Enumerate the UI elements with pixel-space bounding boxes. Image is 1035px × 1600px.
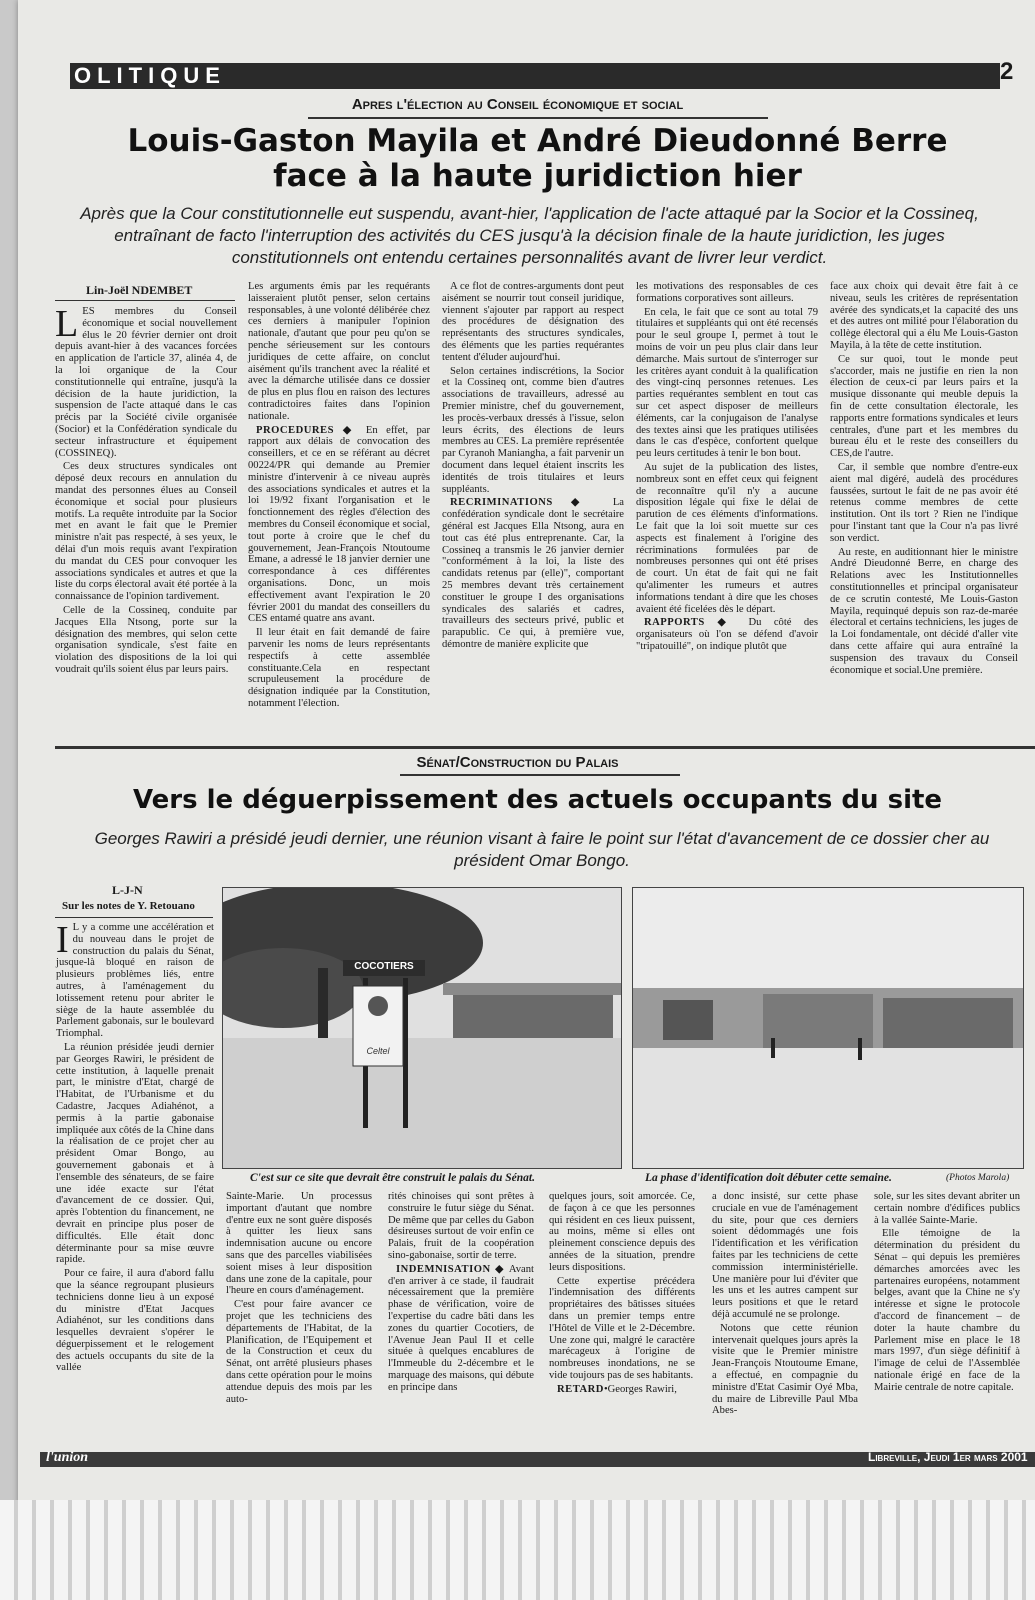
section-title: OLITIQUE — [74, 63, 226, 88]
paragraph: La réunion présidée jeudi dernier par Georges Rawiri, le président de cette institution, à laquelle prenait part, le ministre d'Etat, chargé de l'Habitat, de l'Urbanisme et du Cadastre, Jacques Adiahénot, a permis à la partie gabonaise impliquée aux côtés de la Chine dans la réalisation de ce projet cher au président Omar Bongo, au gouvernement gabonais et à l'ensemble des sénateurs, de se faire une idée exacte sur l'état d'avancement de ce dossier. Qui, après l'obtention du financement, ne devrait en principe plus poser de difficultés. Elle était donc déterminante pour sa mise œuvre rapide. — [56, 1041, 214, 1266]
paragraph: Selon certaines indiscrétions, la Socior et la Cossineq ont, comme bien d'autres associations de travailleurs, adressé au Premier ministre, chef du gouvernement, les procès-verbaux dressés à l'issue, selon leurs écrits, des élections de leurs membres au CES. La première représentée par Cyranoh Maniangha, a fait parvenir un document dans lequel étaient inscrits les identités de trois titulaires et leurs suppléants. — [442, 365, 624, 495]
article1-col4 — [636, 281, 818, 655]
paragraph: La confédération syndicale dont le secrétaire général est Jacques Ella Ntsong, aura en tout cas été plus entreprenante. Car, la Cossineq a transmis le 26 janvier dernier "conformément à la loi, la liste des candidats retenus par (elle)", comportant 25 membres devant très certainement constituer le groupe I des organisations syndicales des salariés et cadres, travailleurs des secteurs privé, public et parapublic. Ce qui, à première vue, démontre de manière explicite que — [442, 497, 624, 650]
article2-col6 — [874, 1191, 1020, 1396]
paragraph: En cela, le fait que ce sont au total 79 titulaires et suppléants qui ont été recensés pour le seul groupe I, permet à tout le moins de voir un peu plus clair dans leur démarche. Mais surtout de s'interroger sur les critères ayant conduit à la qualification des vingt-cinq personnes retenues. Les parties requérantes semblent en tout cas sur cet aspect disposer de meilleurs éléments, car la conjugaison de l'analyse des textes ainsi que les pratiques utilisées dans le cas d'espèce, confortent quelque peu leurs certitudes à tenir le bon bout. — [636, 306, 818, 460]
subhead: RETARD — [557, 1383, 604, 1395]
paragraph: a donc insisté, sur cette phase cruciale en vue de l'aménagement du site, pour que ces derniers soient dédommagés une fois l'identification et les vérification faites par les techniciens de cette commission interministérielle. Une manière pour lui d'éviter que les uns et les autres campent sur leurs positions et que le retard déjà accumulé ne se prolonge. — [712, 1191, 858, 1320]
kicker-underline — [308, 117, 768, 119]
photo-credit: (Photos Marola) — [946, 1173, 1010, 1183]
subhead: PROCEDURES ◆ — [256, 424, 358, 436]
paragraph: ES membres du Conseil économique et social nouvellement élus le 20 février dernier ont droit depuis avant-hier à des vacances forcées en application de l'article 37, alinéa 4, de la loi organique de la Cour constitutionnelle qui entraîne, jusqu'à la décision de la haute juridiction, la suspension de l'acte attaqué dans le cas précis par la Société civile organisée (Socior) et la Confédération syndicale du secteur infrastructure et équipement (COSSINEQ). — [55, 306, 237, 459]
subhead: INDEMNISATION ◆ — [396, 1263, 506, 1275]
article2-deck: Georges Rawiri a présidé jeudi dernier, une réunion visant à faire le point sur l'état d'avancement de ce dossier cher au président Omar Bongo. — [94, 829, 990, 870]
article2-col3 — [388, 1191, 534, 1396]
headline-line1: Louis-Gaston Mayila et André Dieudonné Berre — [127, 123, 948, 159]
paragraph: Elle témoigne de la détermination du président du Sénat – qui depuis les premières démarches amorcées avec les partenaires européens, notamment belges, avant que la Chine ne s'y intéresse et signe le protocole d'accord de financement – de doter la haute chambre du Parlement mise en place le 18 mars 1997, d'un siège définitif à l'image de celui de l'Assemblée nationale érigé en face de la Mairie centrale de notre capitale. — [874, 1228, 1020, 1393]
billboard-text: Celtel — [366, 1046, 390, 1056]
paragraph: Au reste, en auditionnant hier le ministre André Dieudonné Berre, en charge des Relations avec les Institutionnelles constitutionnelles et principal organisateur de ce scrutin contesté, Me Louis-Gaston Mayila, requinqué depuis son raz-de-marée électoral et certains techniciens, les juges de la Loi fondamentale, ont décidé d'aller vite dans cette affaire qui aura entraîné la suspension des travaux du Conseil économique et social.Une première. — [830, 546, 1018, 676]
article1-headline — [40, 124, 1035, 193]
paragraph: Du côté des organisateurs où l'on se défend d'avoir "tripatouillé", on indique plutôt que — [636, 617, 818, 652]
dropcap: L — [55, 303, 79, 345]
article1-col2 — [248, 281, 430, 712]
article1-col3 — [442, 281, 624, 653]
paragraph: sole, sur les sites devant abriter un certain nombre d'édifices publics à la vallée Sainte-Marie. — [874, 1191, 1020, 1226]
caption-photo1: C'est sur ce site que devrait être construit le palais du Sénat. — [250, 1172, 535, 1184]
article2-byline: L-J-N — [112, 883, 143, 897]
paragraph: Ce sur quoi, tout le monde peut s'accorder, mais ne justifie en rien la non élection de ceux-ci par leurs pairs et la musique dissonante qui meuble depuis la fin de cette consultation électorale, les rapports entre formations syndicales et leurs centrales, d'une part et les membres du bureau élu et le reste des conseillers du CES,de l'autre. — [830, 353, 1018, 460]
paper-name: l'union — [46, 1450, 89, 1465]
paragraph: Car, il semble que nombre d'entre-eux aient mal digéré, audelà des procédures faussées, surtout le fait de ne pas avoir été retenus comme membres de cette institution. Ont ils tort ? Rien ne l'indique pour l'instant tant que la Cour n'a pas livré son verdict. — [830, 461, 1018, 544]
paragraph: quelques jours, soit amorcée. Ce, de façon à ce que les personnes qui résident en ces lieux puissent, au moins, même si elles ont pleinement conscience depuis des années de la situation, prendre leurs dispositions. — [549, 1191, 695, 1273]
paragraph: Celle de la Cossineq, conduite par Jacques Ella Ntsong, porte sur la désignation des membres, qui selon cette organisation syndicale, s'est faite en violation des dispositions de la loi qui voudrait qu'ils soient élus par leurs pairs. — [55, 604, 237, 675]
headline-line2: face à la haute juridiction hier — [273, 157, 802, 194]
paragraph: •Georges Rawiri, — [603, 1383, 677, 1395]
article1-col1 — [55, 303, 237, 678]
article1-deck: Après que la Cour constitutionnelle eut suspendu, avant-hier, l'application de l'acte attaqué par la Socior et la Cossineq, entraînant de facto l'interruption des activités du CES jusqu'à la décision finale de la haute juridiction, les juges constitutionnels ont entendu certaines personnalités avant de livrer leur verdict. — [80, 204, 979, 267]
article2-col4 — [549, 1191, 695, 1398]
subhead: RECRIMINATIONS ◆ — [450, 497, 595, 509]
paragraph: les motivations des responsables de ces formations corporatives sont ailleurs. — [636, 281, 818, 304]
dropcap: I — [56, 919, 69, 961]
paragraph: C'est pour faire avancer ce projet que les techniciens des départements de l'Habitat, de la Planification, de l'Equipement et de la Construction et ceux du Sénat, ont arrêté plusieurs phases dans cette opération pour le moins attendue depuis des mois par les auto- — [226, 1299, 372, 1405]
article1-kicker: Apres l'élection au Conseil économique et social — [351, 96, 684, 113]
article2-kicker: Sénat/Construction du Palais — [416, 754, 619, 771]
subhead: RAPPORTS ◆ — [644, 617, 737, 629]
photo-identification-drawing — [633, 888, 1023, 1168]
article2-headline: Vers le déguerpissement des actuels occupants du site — [132, 785, 943, 815]
kicker-underline — [400, 774, 680, 776]
article2-col5 — [712, 1191, 858, 1419]
paragraph: Ces deux structures syndicales ont déposé deux recours en annulation du mandat des personnes élues au Conseil économique et social pour plusieurs motifs. La requête introduite par la Socior met en avant le fait que le Premier ministre n'ait pas respecté, à ses yeux, le délai d'un mois requis avant l'expiration du mandat du CES pour convoquer les associations syndicales et autres et que la liste du corps électoral avait été portée à la connaissance de l'opinion tardivement. — [55, 461, 237, 603]
article2-col1 — [56, 919, 214, 1376]
caption-photo2: La phase d'identification doit débuter cette semaine. — [645, 1172, 892, 1184]
paragraph: Cette expertise précédera l'indemnisation des différents propriétaires des bâtisses situées dans un premier temps entre l'Hôtel de Ville et le 2-Décembre. Une zone qui, malgré le caractère marécageux à l'origine de nombreuses inondations, ne se vide toujours pas de ses habitants. — [549, 1275, 695, 1381]
paragraph: L y a comme une accélération et du nouveau dans le projet de construction du palais du Sénat, jusque-là bloqué en raison de plusieurs problèmes liés, entre autres, à l'aménagement du lotissement retenu pour abriter le siège de la haute assemblée du Parlement gabonais, sur le boulevard Triomphal. — [56, 922, 214, 1040]
paragraph: rités chinoises qui sont prêtes à construire le futur siège du Sénat. De même que par celles du Gabon désireuses surtout de voir enfin ce Palais, fruit de la coopération sino-gabonaise, sortir de terre. — [388, 1191, 534, 1261]
paragraph: Sainte-Marie. Un processus important d'autant que nombre d'entre eux ne sont guère disposés à quitter les lieux sans indemnisation aucune ou encore sans que des parcelles viabilisées soient mises à leur disposition dans une zone de la capitale, pour l'heure en cours d'aménagement. — [226, 1191, 372, 1297]
byline-rule — [55, 300, 235, 301]
paragraph: Avant d'en arriver à ce stade, il faudrait nécessairement que la première phase de vérification, voire de l'expertise du cadre bâti dans les zones du quartier Cocotiers, de l'Avenue Jean Paul II et celle située à quelques encablures de l'Immeuble du 2-décembre et le marquage des maisons, qui débute en principe dans — [388, 1263, 534, 1393]
article1-col5 — [830, 281, 1018, 678]
cocotiers-sign: COCOTIERS — [354, 961, 414, 972]
paragraph: face aux choix qui devait être fait à ce niveau, seuls les critères de représentation avérée des syndicats,et la capacité des uns et des autres ont milité pour l'élaboration du collège électoral qui a élu Me Louis-Gaston Mayila, à la tête de cette institution. — [830, 281, 1018, 351]
photo-site-cocotiers — [222, 887, 622, 1169]
article2-col2 — [226, 1191, 372, 1407]
paragraph: Il leur était en fait demandé de faire parvenir les noms de leurs représentants respectifs à cette assemblée constituante.Cela en respectant scrupuleusement la procédure de désignation indiquée par la Constitution, notamment l'élection. — [248, 627, 430, 709]
dateline: Libreville, Jeudi 1er mars 2001 — [868, 1450, 1028, 1464]
page-number: 2 — [1000, 58, 1014, 85]
paragraph: Au sujet de la publication des listes, nombreux sont en effet ceux qui feignent de reconnaître qu'il n'y a aucune disposition légale qui fixe le délai de parution de ces éléments d'informations. Le fait que la loi soit muette sur ces aspects est finalement à l'origine des récriminations formulées par de nombreuses personnes qui ont été prises de court. Un état de fait qui ne fait qu'alimenter les rumeurs et autres informations tendant à dire que les choses avaient été ficelées dès le départ. — [636, 461, 818, 615]
paragraph: Notons que cette réunion intervenait quelques jours après la visite que le Premier ministre Jean-François Ntoutoume Emane, a effectué, en compagnie du ministre d'Etat Casimir Oyé Mba, du maire de Libreville Paul Mba Abes- — [712, 1322, 858, 1417]
section-divider — [55, 746, 1035, 749]
paragraph: En effet, par rapport aux délais de convocation des conseillers, et ce en se référant au décret 00224/PR qui demande au Premier ministre d'intervenir à ce niveau auprès des associations syndicales et autres et la loi 19/92 fixant l'organisation et le fonctionnement des règles d'élection des membres du Conseil économique et social, tout porte à croire que le chef du gouvernement, Jean-François Ntoutoume Emane, a adressé le 18 janvier dernier une correspondance à ces différentes organisations. Donc, un mois effectivement avant l'expiration le 20 février 2001 du mandat des conseillers du CES entamé quatre ans avant. — [248, 424, 430, 625]
paragraph: Pour ce faire, il aura d'abord fallu que la séance regroupant plusieurs techniciens donne lieu à un exposé du ministre d'Etat Jacques Adiahénot, sur les conditions dans lesquelles devraient s'opérer le déguerpissement et le relogement des actuels occupants du site de la vallée — [56, 1268, 214, 1374]
paragraph: A ce flot de contres-arguments dont peut aisément se nourrir tout conseil juridique, viennent s'ajouter par rapport au respect des procédures de désignation des représentants des structures syndicales, des éléments que les parties requérantes tentent d'éluder aujourd'hui. — [442, 281, 624, 363]
photo-identification — [632, 887, 1024, 1169]
byline-rule — [55, 917, 213, 918]
article1-byline: Lin-Joël NDEMBET — [86, 283, 193, 297]
photo-site-drawing — [223, 888, 621, 1168]
paragraph: Les arguments émis par les requérants laisseraient plutôt penser, selon certains responsables, à une volonté délibérée chez ces derniers à manipuler l'opinion nationale, d'autant que pour peu qu'on se penche sérieusement sur les contours juridiques de cette affaire, on conclut aisément qu'ils tranchent avec la réalité et avec la démarche utilisée dans ce dossier de plus en plus flou en raison des lectures contradictoires faites dans l'opinion nationale. — [248, 281, 430, 422]
background-fence — [0, 1500, 1035, 1600]
article2-byline-sub: Sur les notes de Y. Retouano — [62, 900, 195, 912]
